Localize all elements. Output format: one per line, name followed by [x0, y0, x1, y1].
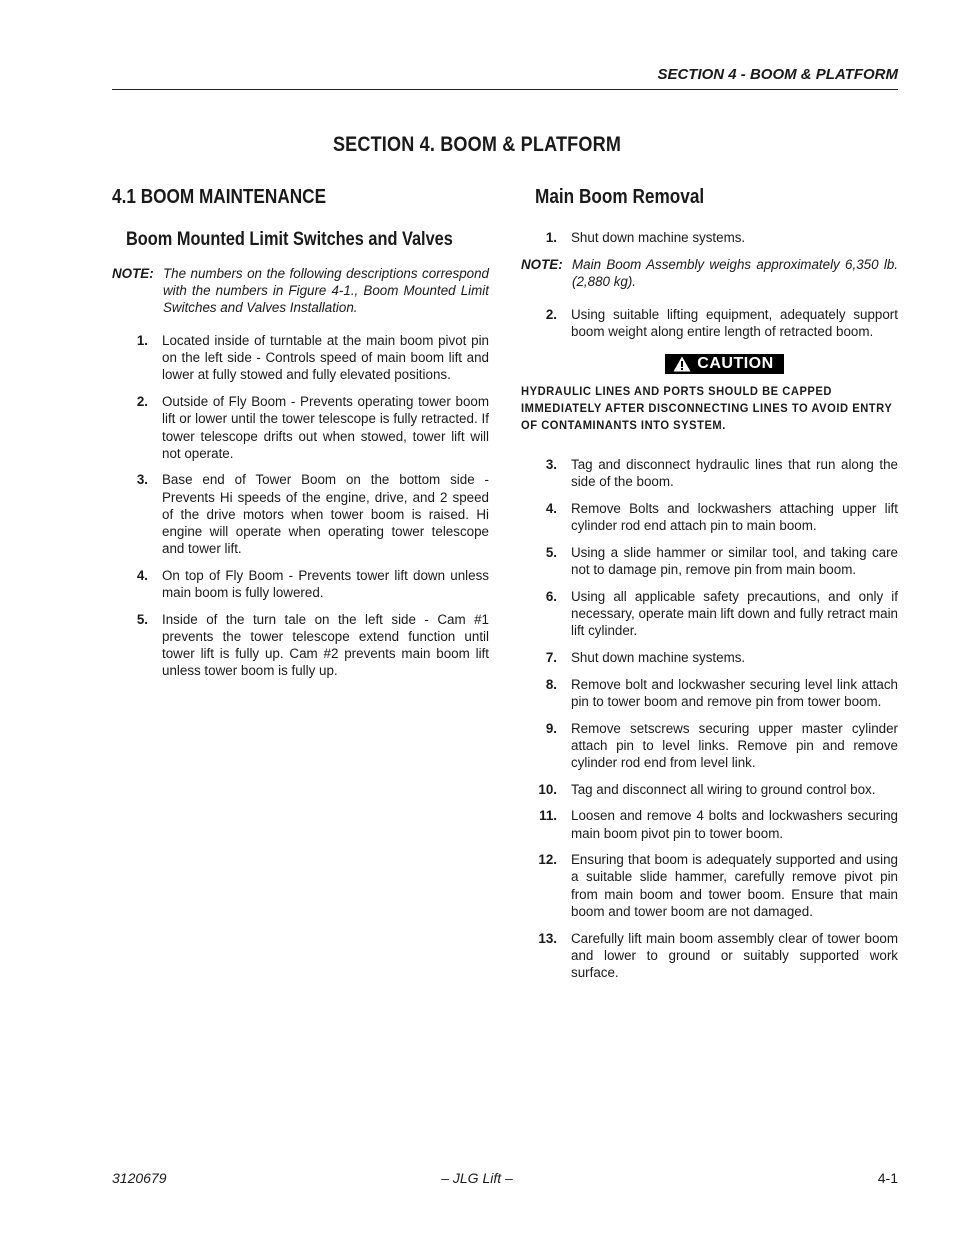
- step-text: Carefully lift main boom assembly clear of tower boom and lower to ground or suitably supported work surface.: [571, 930, 898, 980]
- step-number: 12.: [538, 852, 557, 868]
- step-text: On top of Fly Boom - Prevents tower lift down unless main boom is fully lowered.: [162, 567, 489, 601]
- doc-number: 3120679: [112, 1170, 167, 1186]
- step-number: 5.: [136, 611, 148, 627]
- left-column: [112, 186, 489, 689]
- step-text: Tag and disconnect all wiring to ground control box.: [571, 781, 876, 797]
- list-item: [521, 544, 898, 578]
- step-number: 3.: [136, 472, 148, 488]
- step-text: Base end of Tower Boom on the bottom side - Prevents Hi speeds of the engine, drive, and 2 speed of the drive motors when tower boom is raised. Hi engine will operate when operating tower telescope and tower lift.: [162, 472, 489, 557]
- list-item: [521, 720, 898, 772]
- step-number: 4.: [136, 567, 148, 583]
- removal-steps-c: [521, 456, 898, 981]
- list-item: [112, 393, 489, 462]
- removal-steps-b: [521, 306, 898, 340]
- step-text: Shut down machine systems.: [571, 230, 746, 245]
- step-text: Inside of the turn tale on the left side - Cam #1 prevents the tower telescope extend function until tower lift is fully up. Cam #2 prevents main boom lift unless tower boom is fully up.: [162, 611, 489, 679]
- section-title: SECTION 4. BOOM & PLATFORM: [332, 133, 622, 156]
- weight-note: [521, 256, 898, 290]
- step-number: 2.: [136, 394, 148, 410]
- step-text: Shut down machine systems.: [571, 649, 746, 665]
- main-boom-removal-heading: Main Boom Removal: [535, 186, 705, 208]
- list-item: [521, 456, 898, 490]
- list-item: [112, 471, 489, 557]
- limit-switches-subheading: Boom Mounted Limit Switches and Valves: [126, 229, 453, 250]
- step-number: 1.: [136, 333, 148, 348]
- step-number: 6.: [545, 588, 557, 604]
- step-text: Outside of Fly Boom - Prevents operating tower boom lift or lower until the tower telescope is fully retracted. If tower telescope drifts out when stowed, tower lift will not operate.: [162, 394, 489, 461]
- step-text: Remove setscrews securing upper master cylinder attach pin to level links. Remove pin and remove cylinder rod end from level link.: [571, 720, 898, 770]
- removal-steps-a: [521, 229, 898, 246]
- step-text: Remove Bolts and lockwashers attaching upper lift cylinder rod end attach pin to main boom.: [571, 501, 898, 534]
- step-text: Tag and disconnect hydraulic lines that run along the side of the boom.: [571, 457, 898, 490]
- step-text: Ensuring that boom is adequately supported and using a suitable slide hammer, carefully remove pivot pin from main boom and tower boom. Ensure that main boom and tower boom are not damaged.: [571, 852, 898, 919]
- list-item: [112, 567, 489, 601]
- list-item: [521, 930, 898, 982]
- note-block: [112, 265, 489, 316]
- list-item: [521, 649, 898, 666]
- note-label: NOTE:: [521, 256, 563, 272]
- step-text: Remove bolt and lockwasher securing level link attach pin to tower boom and remove pin from tower boom.: [571, 676, 898, 709]
- step-number: 11.: [539, 808, 557, 824]
- caution-text: HYDRAULIC LINES AND PORTS SHOULD BE CAPPED IMMEDIATELY AFTER DISCONNECTING LINES TO AVOID ENTRY OF CONTAMINANTS INTO SYSTEM.: [521, 384, 893, 433]
- step-number: 8.: [545, 676, 557, 692]
- step-number: 4.: [545, 501, 557, 517]
- footer-brand: – JLG Lift –: [441, 1170, 513, 1186]
- step-number: 13.: [538, 930, 557, 946]
- list-item: [521, 781, 898, 798]
- step-text: Using a slide hammer or similar tool, and taking care not to damage pin, remove pin from main boom.: [571, 544, 898, 578]
- limit-switch-list: [112, 332, 489, 680]
- page-number: 4-1: [877, 1170, 898, 1186]
- step-number: 3.: [545, 457, 557, 473]
- step-number: 7.: [545, 649, 557, 665]
- list-item: [521, 229, 898, 246]
- caution-banner: [551, 354, 898, 377]
- list-item: [521, 500, 898, 534]
- list-item: [521, 807, 898, 841]
- note-text: Main Boom Assembly weighs approximately 6,350 lb. (2,880 kg).: [572, 256, 898, 289]
- boom-maintenance-heading: 4.1 BOOM MAINTENANCE: [112, 186, 327, 208]
- step-number: 5.: [545, 544, 557, 560]
- step-number: 10.: [538, 781, 557, 797]
- list-item: [521, 676, 898, 710]
- step-number: 9.: [545, 720, 557, 736]
- caution-badge: [665, 354, 783, 374]
- step-number: 2.: [545, 306, 557, 322]
- list-item: [521, 851, 898, 920]
- step-text: Located inside of turntable at the main boom pivot pin on the left side - Controls speed of main boom lift and lower at fully stowed and fully elevated positions.: [162, 333, 489, 383]
- list-item: [521, 588, 898, 640]
- caution-label: CAUTION: [697, 355, 774, 373]
- list-item: [521, 306, 898, 340]
- right-column: [521, 186, 898, 991]
- note-text: The numbers on the following descriptions correspond with the numbers in Figure 4-1., Boom Mounted Limit Switches and Valves Installation.: [163, 266, 489, 315]
- step-text: Loosen and remove 4 bolts and lockwashers securing main boom pivot pin to tower boom.: [571, 808, 898, 841]
- step-text: Using suitable lifting equipment, adequately support boom weight along entire length of retracted boom.: [571, 306, 898, 339]
- step-number: 1.: [545, 230, 557, 245]
- list-item: [112, 332, 489, 384]
- step-text: Using all applicable safety precautions, and only if necessary, operate main lift down and fully retract main lift cylinder.: [571, 588, 898, 639]
- header-rule: [112, 89, 898, 90]
- running-header: SECTION 4 - BOOM & PLATFORM: [657, 66, 898, 83]
- warning-triangle-icon: [673, 356, 691, 372]
- note-label: NOTE:: [112, 266, 154, 281]
- list-item: [112, 611, 489, 680]
